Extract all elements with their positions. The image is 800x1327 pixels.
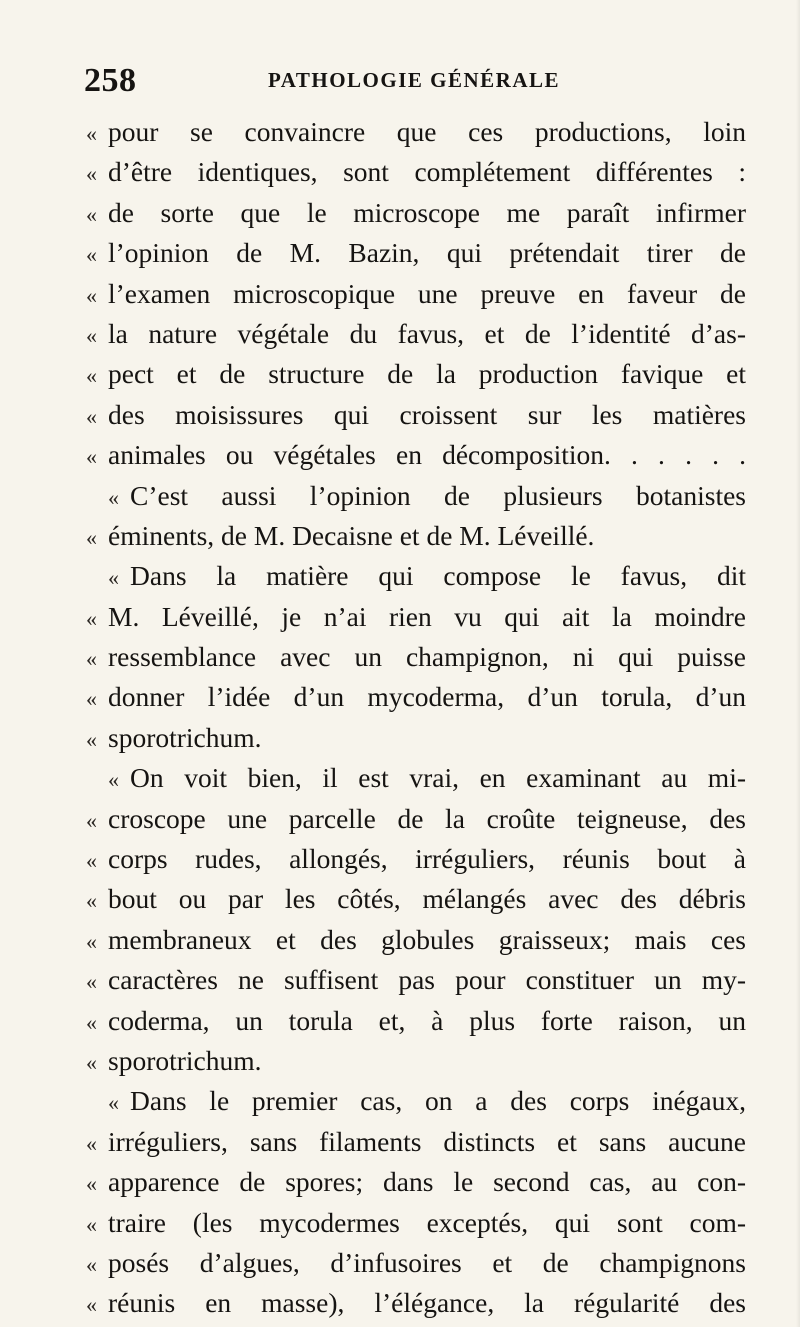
text-line-18 (86, 799, 746, 839)
line-text: membraneux et des globules graisseux; mais ces (108, 923, 746, 955)
line-text: ressemblance avec un champignon, ni qui puisse (108, 641, 746, 673)
text-line-14 (86, 637, 746, 677)
text-line-24 (86, 1041, 746, 1081)
line-text: éminents, de M. Decaisne et de M. Léveillé. (108, 519, 595, 551)
quote-marker: « (86, 1130, 97, 1156)
line-text: C’est aussi l’opinion de plusieurs botanistes (130, 479, 746, 511)
quote-marker: « (86, 524, 97, 550)
line-text: la nature végétale du favus, et de l’identité d’as- (108, 317, 746, 349)
line-text: réunis en masse), l’élégance, la régularité des (108, 1287, 746, 1319)
line-text: animales ou végétales en décomposition. . . . . . (108, 439, 746, 471)
text-line-1 (86, 112, 746, 152)
quote-marker: « (108, 1090, 119, 1116)
line-text: d’être identiques, sont complétement différentes : (108, 156, 746, 188)
quote-marker: « (86, 726, 97, 752)
text-line-4 (86, 233, 746, 273)
line-text: M. Léveillé, je n’ai rien vu qui ait la moindre (108, 600, 746, 632)
quote-marker: « (86, 848, 97, 874)
quote-marker: « (86, 605, 97, 631)
text-line-7 (86, 354, 746, 394)
text-line-28 (86, 1203, 746, 1243)
quote-marker: « (86, 686, 97, 712)
text-line-3 (86, 193, 746, 233)
text-line-5 (86, 274, 746, 314)
quote-marker: « (86, 1171, 97, 1197)
line-text: posés d’algues, d’infusoires et de champignons (108, 1246, 746, 1278)
line-text: pour se convaincre que ces productions, loin (108, 116, 746, 147)
line-text: On voit bien, il est vrai, en examinant au mi- (130, 762, 746, 794)
text-line-23 (86, 1001, 746, 1041)
quote-marker: « (108, 484, 119, 510)
line-text: corps rudes, allongés, irréguliers, réunis bout à (108, 843, 746, 875)
line-text: pect et de structure de la production favique et (108, 358, 746, 390)
line-text: croscope une parcelle de la croûte teigneuse, des (108, 802, 746, 834)
quote-marker: « (86, 646, 97, 672)
text-line-30 (86, 1283, 746, 1323)
page-header (84, 62, 744, 98)
line-text: des moisissures qui croissent sur les matières (108, 398, 746, 430)
quote-marker: « (86, 1251, 97, 1277)
line-text: caractères ne suffisent pas pour constituer un my- (108, 964, 746, 996)
quote-marker: « (86, 161, 97, 187)
line-text: sporotrichum. (108, 721, 262, 753)
quote-marker: « (86, 403, 97, 429)
text-line-22 (86, 960, 746, 1000)
text-line-26 (86, 1122, 746, 1162)
text-line-10 (86, 476, 746, 516)
quote-marker: « (86, 928, 97, 954)
line-text: Dans le premier cas, on a des corps inégaux, (130, 1085, 746, 1117)
quote-marker: « (86, 322, 97, 348)
line-text: Dans la matière qui compose le favus, dit (130, 560, 746, 592)
line-text: apparence de spores; dans le second cas, au con- (108, 1166, 746, 1198)
text-line-20 (86, 879, 746, 919)
quote-marker: « (86, 363, 97, 389)
text-line-8 (86, 395, 746, 435)
text-line-2 (86, 152, 746, 192)
line-text: sporotrichum. (108, 1044, 262, 1076)
text-line-17 (86, 758, 746, 798)
line-text: donner l’idée d’un mycoderma, d’un torula, d’un (108, 681, 746, 713)
quote-marker: « (86, 1049, 97, 1075)
line-text: l’examen microscopique une preuve en faveur de (108, 277, 746, 309)
line-text: de sorte que le microscope me paraît infirmer (108, 196, 746, 228)
quote-marker: « (108, 767, 119, 793)
quote-marker: « (86, 969, 97, 995)
text-line-27 (86, 1162, 746, 1202)
page-edge-shadow (796, 0, 800, 1327)
quote-marker: « (86, 242, 97, 268)
quote-marker: « (86, 282, 97, 308)
quote-marker: « (108, 565, 119, 591)
text-line-25 (86, 1081, 746, 1121)
line-text: coderma, un torula et, à plus forte raison, un (108, 1004, 746, 1036)
quote-marker: « (86, 1292, 97, 1318)
quote-marker: « (86, 1009, 97, 1035)
text-line-29 (86, 1243, 746, 1283)
text-line-11 (86, 516, 746, 556)
quote-marker: « (86, 444, 97, 470)
text-line-6 (86, 314, 746, 354)
body-text (86, 112, 746, 1324)
text-line-21 (86, 920, 746, 960)
quote-marker: « (86, 888, 97, 914)
text-line-15 (86, 677, 746, 717)
quote-marker: « (86, 807, 97, 833)
line-text: irréguliers, sans filaments distincts et sans aucune (108, 1125, 746, 1157)
text-line-16 (86, 718, 746, 758)
line-text: l’opinion de M. Bazin, qui prétendait tirer de (108, 237, 746, 269)
line-text: bout ou par les côtés, mélangés avec des débris (108, 883, 746, 915)
quote-marker: « (86, 121, 97, 146)
running-title: PATHOLOGIE GÉNÉRALE (267, 68, 560, 92)
quote-marker: « (86, 201, 97, 227)
line-text: traire (les mycodermes exceptés, qui sont com- (108, 1206, 746, 1238)
text-line-12 (86, 556, 746, 596)
text-line-9 (86, 435, 746, 475)
page-number: 258 (84, 62, 137, 99)
text-line-13 (86, 597, 746, 637)
text-line-19 (86, 839, 746, 879)
quote-marker: « (86, 1211, 97, 1237)
